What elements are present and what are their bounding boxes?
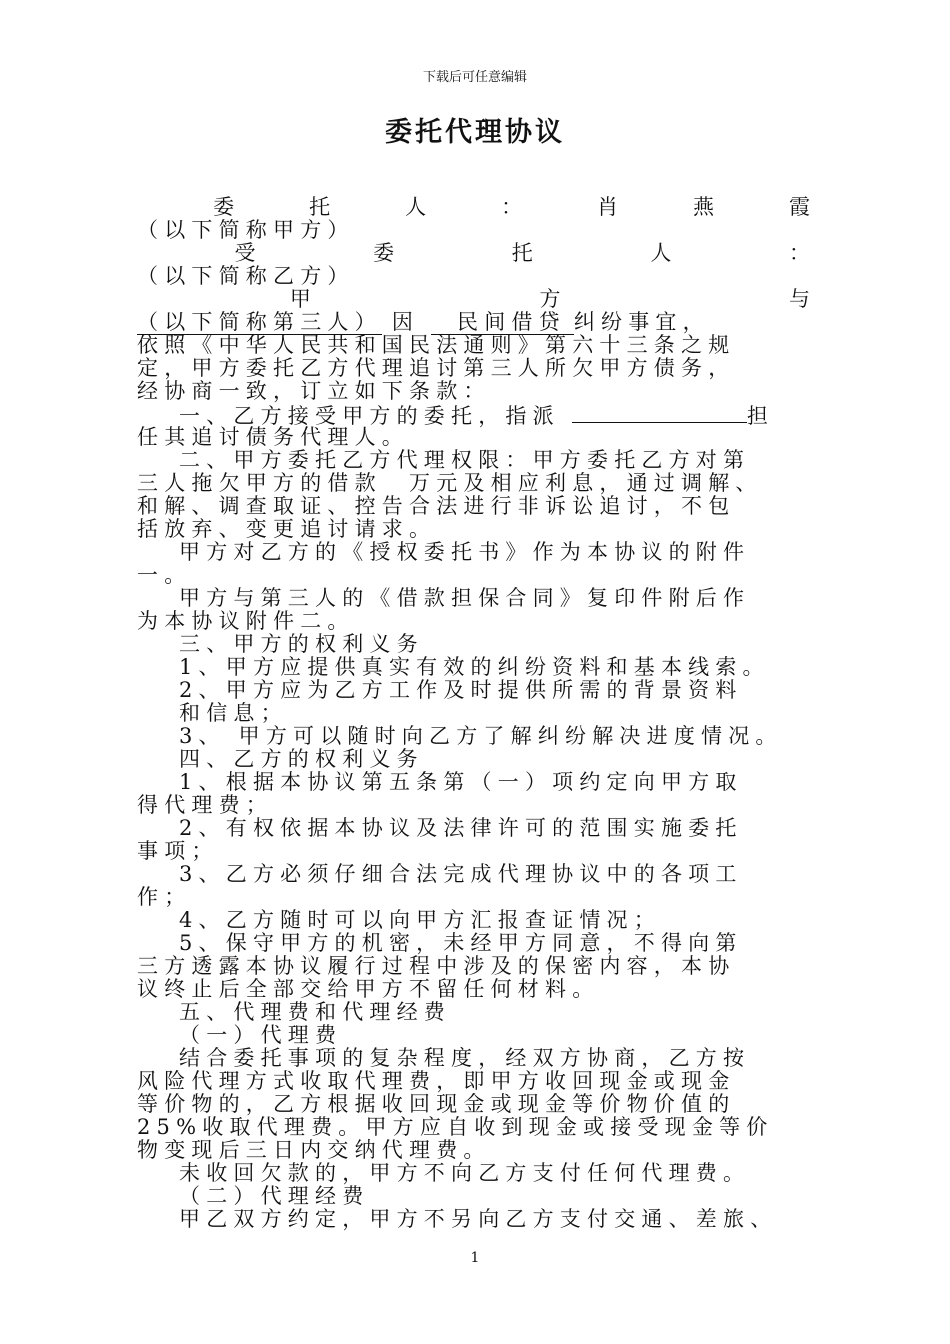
- text-line: [137, 817, 810, 840]
- party-text: 甲 方 与: [179, 287, 810, 311]
- assignee-blank: [572, 403, 747, 423]
- text-line: [137, 932, 810, 955]
- text-line: 和解、调查取证、控告合法进行非诉讼追讨，不包: [137, 494, 736, 518]
- text-span: 2、有权依据本协议及法律许可的范围实施委托: [179, 816, 743, 840]
- text-line: [137, 1162, 810, 1185]
- text-line: 议终止后全部交给甲方不留任何材料。: [137, 977, 600, 1001]
- text-span: 5、保守甲方的机密，未经甲方同意，不得向第: [179, 931, 743, 955]
- text-span: 3、 甲方可以随时向乙方了解纠纷解决进度情况。: [179, 724, 783, 748]
- text-span: 三、甲方的权利义务: [179, 632, 424, 656]
- subsection-heading: [137, 1024, 810, 1047]
- text-span: 甲方对乙方的《授权委托书》作为本协议的附件: [179, 540, 751, 564]
- text-line: 三方透露本协议履行过程中涉及的保密内容，本协: [137, 954, 736, 978]
- document-title: 委托代理协议: [385, 117, 565, 148]
- text-line: 一。: [137, 563, 192, 587]
- text-line: 25%收取代理费。甲方应自收到现金或接受现金等价: [137, 1115, 774, 1139]
- text-line: [137, 1208, 810, 1231]
- text-line: 物变现后三日内交纳代理费。: [137, 1138, 491, 1162]
- page-number: 1: [470, 1250, 480, 1266]
- text-line: [137, 541, 810, 564]
- text-line: [137, 449, 810, 472]
- text-line: [137, 679, 810, 702]
- text-line: （以下简称乙方）: [137, 264, 355, 288]
- text-line: 作；: [137, 885, 192, 909]
- text-span: （一）代理费: [179, 1023, 343, 1047]
- text-line: 经协商一致，订立如下条款：: [137, 379, 491, 403]
- text-span: 五、代理费和代理经费: [179, 1000, 451, 1024]
- text-line: [137, 771, 810, 794]
- page-header: 下载后可任意编辑: [422, 70, 527, 85]
- text-line: 括放弃、变更追讨请求。: [137, 517, 437, 541]
- text-line: 风险代理方式收取代理费，即甲方收回现金或现金: [137, 1069, 736, 1093]
- text-line: [137, 656, 810, 679]
- text-span: 甲乙双方约定，甲方不另向乙方支付交通、差旅、: [179, 1207, 778, 1231]
- section-heading: [137, 748, 810, 771]
- text-span: 未收回欠款的，甲方不向乙方支付任何代理费。: [179, 1161, 751, 1185]
- third-party-line: [137, 311, 810, 334]
- subsection-heading: [137, 1185, 810, 1208]
- text-span: 1、根据本协议第五条第（一）项约定向甲方取: [179, 770, 743, 794]
- dispute-type: 民间借贷: [431, 311, 574, 335]
- party-line: [137, 288, 810, 311]
- text-span: 四、乙方的权利义务: [179, 747, 424, 771]
- text-line: [137, 1047, 810, 1070]
- text-span: 和信息；: [179, 701, 288, 725]
- text-line: 任其追讨债务代理人。: [137, 425, 409, 449]
- principal-line: [137, 196, 810, 219]
- text-span: 纠纷事宜，: [573, 310, 710, 334]
- text-line: 三人拖欠甲方的借款 万元及相应利息，通过调解、: [137, 471, 763, 495]
- agent-line: [137, 242, 810, 265]
- text-span: 甲方与第三人的《借款担保合同》复印件附后作: [179, 586, 751, 610]
- principal-text: 委 托 人 ： 肖 燕 霞: [179, 195, 810, 219]
- text-line: [137, 725, 810, 748]
- text-span: 3、乙方必须仔细合法完成代理协议中的各项工: [179, 862, 743, 886]
- text-line: 定，甲方委托乙方代理追讨第三人所欠甲方债务，: [137, 356, 736, 380]
- agent-text: 受 委 托 人 ：: [179, 241, 810, 265]
- text-line: [137, 587, 810, 610]
- text-line: 依照《中华人民共和国民法通则》第六十三条之规: [137, 333, 736, 357]
- text-span: 1、甲方应提供真实有效的纠纷资料和基本线索。: [179, 655, 770, 679]
- text-span: 担: [746, 404, 775, 428]
- text-span: 结合委托事项的复杂程度，经双方协商，乙方按: [179, 1046, 751, 1070]
- third-party-blank: （以下简称第三人）: [137, 310, 382, 334]
- text-line: [137, 909, 810, 932]
- text-span: 2、甲方应为乙方工作及时提供所需的背景资料: [179, 678, 743, 702]
- text-line: 事项；: [137, 839, 219, 863]
- text-span: 4、乙方随时可以向甲方汇报查证情况；: [179, 908, 661, 932]
- text-span: 一、乙方接受甲方的委托，指派: [179, 404, 560, 428]
- section-heading: [137, 633, 810, 656]
- assign-line: [137, 403, 810, 426]
- text-span: 二、甲方委托乙方代理权限：甲方委托乙方对第: [179, 448, 751, 472]
- text-line: 为本协议附件二。: [137, 609, 355, 633]
- section-heading: [137, 1001, 810, 1024]
- text-span: （二）代理经费: [179, 1184, 370, 1208]
- text-line: （以下简称甲方）: [137, 218, 355, 242]
- text-line: [137, 863, 810, 886]
- text-line: 得代理费；: [137, 793, 273, 817]
- text-line: [137, 702, 810, 725]
- text-span: 因: [391, 310, 420, 334]
- text-line: 等价物的，乙方根据收回现金或现金等价物价值的: [137, 1092, 736, 1116]
